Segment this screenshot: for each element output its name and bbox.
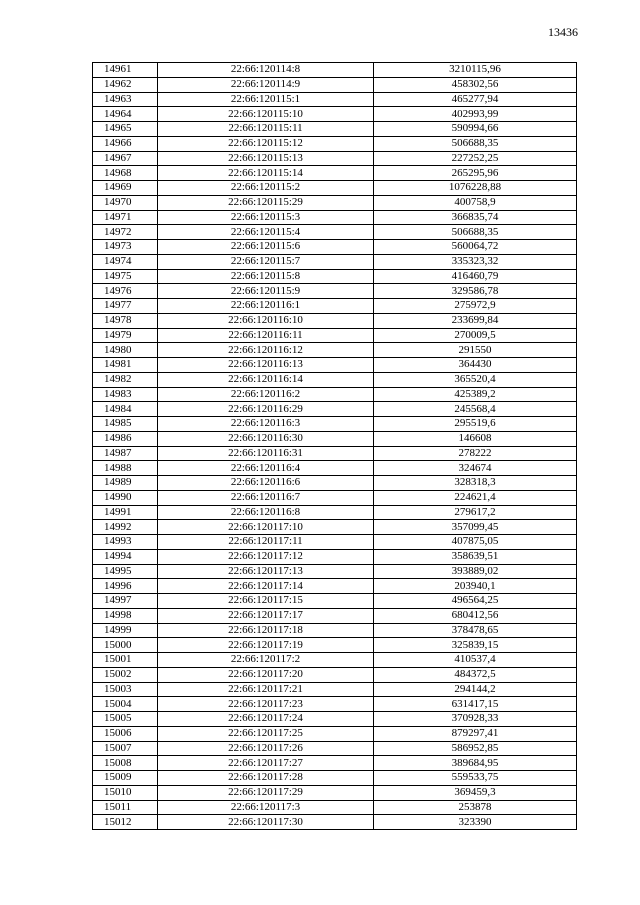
- table-row: [93, 77, 577, 92]
- cadastral-value-cell: 270009,5: [374, 328, 577, 343]
- row-number-cell: 14969: [93, 181, 158, 196]
- cadastral-number-cell: 22:66:120117:30: [158, 815, 374, 830]
- cadastral-number-cell: 22:66:120116:29: [158, 402, 374, 417]
- row-number-cell: 15001: [93, 653, 158, 668]
- row-number-cell: 14970: [93, 195, 158, 210]
- cadastral-number-cell: 22:66:120117:3: [158, 800, 374, 815]
- cadastral-value-cell: 324674: [374, 461, 577, 476]
- row-number-cell: 15011: [93, 800, 158, 815]
- row-number-cell: 14976: [93, 284, 158, 299]
- cadastral-number-cell: 22:66:120115:7: [158, 254, 374, 269]
- table-row: [93, 269, 577, 284]
- row-number-cell: 14991: [93, 505, 158, 520]
- cadastral-value-cell: 560064,72: [374, 240, 577, 255]
- table-row: [93, 461, 577, 476]
- table-row: [93, 476, 577, 491]
- cadastral-number-cell: 22:66:120115:3: [158, 210, 374, 225]
- table-row: [93, 505, 577, 520]
- cadastral-value-cell: 1076228,88: [374, 181, 577, 196]
- row-number-cell: 15005: [93, 712, 158, 727]
- table-row: [93, 225, 577, 240]
- cadastral-value-cell: 680412,56: [374, 608, 577, 623]
- cadastral-number-cell: 22:66:120117:19: [158, 638, 374, 653]
- table-row: [93, 579, 577, 594]
- row-number-cell: 14988: [93, 461, 158, 476]
- cadastral-value-cell: 233699,84: [374, 313, 577, 328]
- row-number-cell: 14983: [93, 387, 158, 402]
- cadastral-value-cell: 631417,15: [374, 697, 577, 712]
- row-number-cell: 14962: [93, 77, 158, 92]
- table-row: [93, 682, 577, 697]
- cadastral-number-cell: 22:66:120116:11: [158, 328, 374, 343]
- cadastral-value-cell: 203940,1: [374, 579, 577, 594]
- cadastral-value-cell: 559533,75: [374, 771, 577, 786]
- cadastral-value-cell: 357099,45: [374, 520, 577, 535]
- row-number-cell: 14967: [93, 151, 158, 166]
- cadastral-value-cell: 291550: [374, 343, 577, 358]
- table-row: [93, 697, 577, 712]
- table-row: [93, 520, 577, 535]
- cadastral-number-cell: 22:66:120117:27: [158, 756, 374, 771]
- row-number-cell: 14971: [93, 210, 158, 225]
- row-number-cell: 14982: [93, 372, 158, 387]
- cadastral-number-cell: 22:66:120116:8: [158, 505, 374, 520]
- cadastral-number-cell: 22:66:120115:2: [158, 181, 374, 196]
- cadastral-value-cell: 425389,2: [374, 387, 577, 402]
- cadastral-value-cell: 245568,4: [374, 402, 577, 417]
- table-row: [93, 712, 577, 727]
- cadastral-number-cell: 22:66:120116:2: [158, 387, 374, 402]
- cadastral-number-cell: 22:66:120117:24: [158, 712, 374, 727]
- row-number-cell: 14981: [93, 358, 158, 373]
- cadastral-value-cell: 370928,33: [374, 712, 577, 727]
- row-number-cell: 14974: [93, 254, 158, 269]
- cadastral-value-cell: 378478,65: [374, 623, 577, 638]
- row-number-cell: 14987: [93, 446, 158, 461]
- cadastral-number-cell: 22:66:120117:15: [158, 594, 374, 609]
- row-number-cell: 14990: [93, 490, 158, 505]
- row-number-cell: 14978: [93, 313, 158, 328]
- row-number-cell: 14998: [93, 608, 158, 623]
- cadastral-value-cell: 465277,94: [374, 92, 577, 107]
- row-number-cell: 15007: [93, 741, 158, 756]
- table-row: [93, 771, 577, 786]
- table-row: [93, 210, 577, 225]
- cadastral-number-cell: 22:66:120115:13: [158, 151, 374, 166]
- cadastral-value-cell: 879297,41: [374, 726, 577, 741]
- cadastral-number-cell: 22:66:120116:12: [158, 343, 374, 358]
- cadastral-value-cell: 279617,2: [374, 505, 577, 520]
- table-row: [93, 107, 577, 122]
- row-number-cell: 14963: [93, 92, 158, 107]
- cadastral-value-cell: 295519,6: [374, 417, 577, 432]
- table-row: [93, 63, 577, 78]
- table-row: [93, 151, 577, 166]
- cadastral-number-cell: 22:66:120117:23: [158, 697, 374, 712]
- row-number-cell: 14979: [93, 328, 158, 343]
- cadastral-value-cell: 496564,25: [374, 594, 577, 609]
- table-row: [93, 358, 577, 373]
- cadastral-number-cell: 22:66:120116:30: [158, 431, 374, 446]
- cadastral-number-cell: 22:66:120117:28: [158, 771, 374, 786]
- row-number-cell: 14961: [93, 63, 158, 78]
- cadastral-number-cell: 22:66:120115:11: [158, 122, 374, 137]
- cadastral-value-cell: 458302,56: [374, 77, 577, 92]
- cadastral-value-cell: 335323,32: [374, 254, 577, 269]
- row-number-cell: 15004: [93, 697, 158, 712]
- cadastral-value-cell: 416460,79: [374, 269, 577, 284]
- cadastral-value-cell: 506688,35: [374, 136, 577, 151]
- cadastral-value-cell: 278222: [374, 446, 577, 461]
- cadastral-number-cell: 22:66:120116:7: [158, 490, 374, 505]
- table-row: [93, 195, 577, 210]
- table-row: [93, 726, 577, 741]
- table-row: [93, 741, 577, 756]
- cadastral-value-cell: 294144,2: [374, 682, 577, 697]
- table-row: [93, 549, 577, 564]
- row-number-cell: 14995: [93, 564, 158, 579]
- cadastral-value-cell: 253878: [374, 800, 577, 815]
- table-row: [93, 387, 577, 402]
- table-row: [93, 653, 577, 668]
- cadastral-number-cell: 22:66:120116:4: [158, 461, 374, 476]
- table-row: [93, 756, 577, 771]
- row-number-cell: 14997: [93, 594, 158, 609]
- cadastral-number-cell: 22:66:120116:13: [158, 358, 374, 373]
- cadastral-value-cell: 407875,05: [374, 535, 577, 550]
- cadastral-number-cell: 22:66:120117:18: [158, 623, 374, 638]
- cadastral-value-cell: 366835,74: [374, 210, 577, 225]
- cadastral-value-cell: 402993,99: [374, 107, 577, 122]
- table-row: [93, 284, 577, 299]
- cadastral-number-cell: 22:66:120115:4: [158, 225, 374, 240]
- table-row: [93, 785, 577, 800]
- table-row: [93, 166, 577, 181]
- row-number-cell: 14984: [93, 402, 158, 417]
- row-number-cell: 14964: [93, 107, 158, 122]
- cadastral-number-cell: 22:66:120116:3: [158, 417, 374, 432]
- cadastral-number-cell: 22:66:120116:6: [158, 476, 374, 491]
- table-row: [93, 490, 577, 505]
- cadastral-value-cell: 365520,4: [374, 372, 577, 387]
- table-row: [93, 594, 577, 609]
- table-row: [93, 136, 577, 151]
- table-row: [93, 92, 577, 107]
- row-number-cell: 15012: [93, 815, 158, 830]
- cadastral-value-cell: 410537,4: [374, 653, 577, 668]
- cadastral-number-cell: 22:66:120117:21: [158, 682, 374, 697]
- table-row: [93, 299, 577, 314]
- cadastral-number-cell: 22:66:120117:26: [158, 741, 374, 756]
- row-number-cell: 14992: [93, 520, 158, 535]
- row-number-cell: 14996: [93, 579, 158, 594]
- row-number-cell: 15002: [93, 667, 158, 682]
- table-row: [93, 815, 577, 830]
- cadastral-value-cell: 484372,5: [374, 667, 577, 682]
- row-number-cell: 15008: [93, 756, 158, 771]
- cadastral-number-cell: 22:66:120117:2: [158, 653, 374, 668]
- table-row: [93, 343, 577, 358]
- row-number-cell: 14966: [93, 136, 158, 151]
- cadastral-number-cell: 22:66:120117:10: [158, 520, 374, 535]
- cadastral-value-cell: 3210115,96: [374, 63, 577, 78]
- row-number-cell: 14999: [93, 623, 158, 638]
- cadastral-number-cell: 22:66:120117:11: [158, 535, 374, 550]
- table-row: [93, 181, 577, 196]
- table-row: [93, 313, 577, 328]
- cadastral-number-cell: 22:66:120115:14: [158, 166, 374, 181]
- cadastral-number-cell: 22:66:120115:6: [158, 240, 374, 255]
- table-row: [93, 535, 577, 550]
- table-row: [93, 623, 577, 638]
- row-number-cell: 14972: [93, 225, 158, 240]
- row-number-cell: 14993: [93, 535, 158, 550]
- cadastral-value-cell: 393889,02: [374, 564, 577, 579]
- row-number-cell: 14968: [93, 166, 158, 181]
- table-row: [93, 240, 577, 255]
- table-row: [93, 254, 577, 269]
- table-row: [93, 328, 577, 343]
- cadastral-number-cell: 22:66:120114:8: [158, 63, 374, 78]
- cadastral-value-cell: 265295,96: [374, 166, 577, 181]
- table-row: [93, 417, 577, 432]
- row-number-cell: 15010: [93, 785, 158, 800]
- cadastral-value-cell: 369459,3: [374, 785, 577, 800]
- cadastral-number-cell: 22:66:120115:12: [158, 136, 374, 151]
- table-row: [93, 667, 577, 682]
- cadastral-number-cell: 22:66:120117:12: [158, 549, 374, 564]
- cadastral-number-cell: 22:66:120116:10: [158, 313, 374, 328]
- cadastral-number-cell: 22:66:120117:17: [158, 608, 374, 623]
- row-number-cell: 15006: [93, 726, 158, 741]
- row-number-cell: 15003: [93, 682, 158, 697]
- cadastral-value-table: [92, 62, 577, 830]
- cadastral-number-cell: 22:66:120116:14: [158, 372, 374, 387]
- cadastral-value-cell: 323390: [374, 815, 577, 830]
- cadastral-value-cell: 224621,4: [374, 490, 577, 505]
- cadastral-value-cell: 586952,85: [374, 741, 577, 756]
- cadastral-number-cell: 22:66:120115:9: [158, 284, 374, 299]
- row-number-cell: 14989: [93, 476, 158, 491]
- cadastral-value-cell: 329586,78: [374, 284, 577, 299]
- table-row: [93, 800, 577, 815]
- cadastral-number-cell: 22:66:120117:20: [158, 667, 374, 682]
- cadastral-value-cell: 275972,9: [374, 299, 577, 314]
- row-number-cell: 14973: [93, 240, 158, 255]
- cadastral-value-cell: 506688,35: [374, 225, 577, 240]
- cadastral-value-cell: 328318,3: [374, 476, 577, 491]
- table-row: [93, 446, 577, 461]
- row-number-cell: 14977: [93, 299, 158, 314]
- cadastral-value-cell: 358639,51: [374, 549, 577, 564]
- table-body: [93, 63, 577, 830]
- row-number-cell: 14965: [93, 122, 158, 137]
- table-row: [93, 402, 577, 417]
- table-row: [93, 608, 577, 623]
- row-number-cell: 14985: [93, 417, 158, 432]
- table-row: [93, 638, 577, 653]
- cadastral-value-cell: 590994,66: [374, 122, 577, 137]
- cadastral-number-cell: 22:66:120115:1: [158, 92, 374, 107]
- row-number-cell: 14986: [93, 431, 158, 446]
- cadastral-number-cell: 22:66:120115:10: [158, 107, 374, 122]
- cadastral-value-cell: 364430: [374, 358, 577, 373]
- row-number-cell: 15000: [93, 638, 158, 653]
- row-number-cell: 14975: [93, 269, 158, 284]
- cadastral-value-cell: 227252,25: [374, 151, 577, 166]
- row-number-cell: 15009: [93, 771, 158, 786]
- cadastral-number-cell: 22:66:120114:9: [158, 77, 374, 92]
- table-row: [93, 122, 577, 137]
- cadastral-number-cell: 22:66:120116:1: [158, 299, 374, 314]
- row-number-cell: 14994: [93, 549, 158, 564]
- page-number: 13436: [548, 25, 578, 39]
- cadastral-value-cell: 146608: [374, 431, 577, 446]
- cadastral-value-cell: 325839,15: [374, 638, 577, 653]
- cadastral-number-cell: 22:66:120117:14: [158, 579, 374, 594]
- cadastral-number-cell: 22:66:120115:8: [158, 269, 374, 284]
- cadastral-value-cell: 400758,9: [374, 195, 577, 210]
- row-number-cell: 14980: [93, 343, 158, 358]
- table-row: [93, 372, 577, 387]
- cadastral-number-cell: 22:66:120116:31: [158, 446, 374, 461]
- table-row: [93, 564, 577, 579]
- cadastral-number-cell: 22:66:120115:29: [158, 195, 374, 210]
- cadastral-number-cell: 22:66:120117:13: [158, 564, 374, 579]
- cadastral-number-cell: 22:66:120117:25: [158, 726, 374, 741]
- table-row: [93, 431, 577, 446]
- cadastral-value-cell: 389684,95: [374, 756, 577, 771]
- cadastral-number-cell: 22:66:120117:29: [158, 785, 374, 800]
